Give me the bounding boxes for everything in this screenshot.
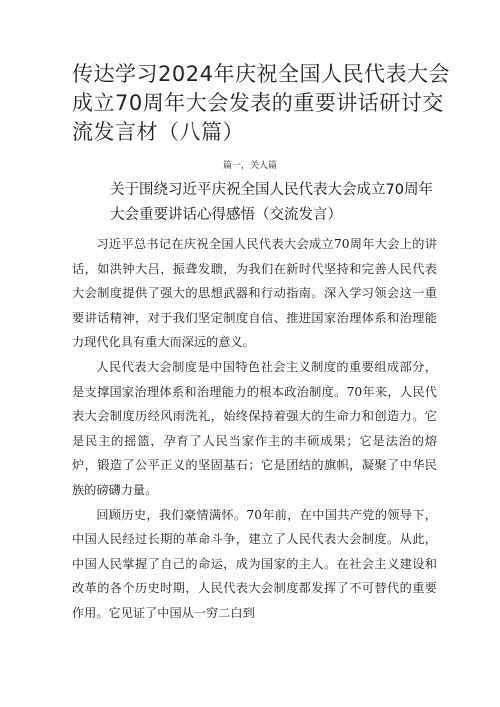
body-paragraph: 人民代表大会制度是中国特色社会主义制度的重要组成部分，是支撑国家治理体系和治理能力的根本政治制度。70年来，人民代表大会制度历经风雨洗礼，始终保持着强大的生命力和创造力。它是民主的摇篮，孕育了人民当家作主的丰硕成果；它是法治的熔炉，锻造了公平正义的坚固基石；它是团结的旗帜，凝聚了中华民族的磅礴力量。: [72, 359, 437, 497]
document-title: 传达学习2024年庆祝全国人民代表大会成立70周年大会发表的重要讲话研讨交流发言材（八篇）: [72, 62, 450, 144]
article-body: [72, 232, 437, 626]
body-paragraph: 习近平总书记在庆祝全国人民代表大会成立70周年大会上的讲话，如洪钟大吕，振聋发聩，为我们在新时代坚持和完善人民代表大会制度提供了强大的思想武器和行动指南。深入学习领会这一重要讲话精神，对于我们坚定制度自信、推进国家治理体系和治理能力现代化具有重大而深远的意义。: [72, 237, 437, 350]
article-heading: 关于围绕习近平庆祝全国人民代表大会成立70周年大会重要讲话心得感悟（交流发言）: [110, 182, 433, 223]
chapter-label: 篇一，关人篇: [222, 161, 277, 171]
body-paragraph: 回顾历史，我们豪情满怀。70年前，在中国共产党的领导下，中国人民经过长期的革命斗争，建立了人民代表大会制度。从此，中国人民掌握了自己的命运，成为国家的主人。在社会主义建设和改革的各个历史时期，人民代表大会制度都发挥了不可替代的重要作用。它见证了中国从一穷二白到: [72, 507, 437, 620]
